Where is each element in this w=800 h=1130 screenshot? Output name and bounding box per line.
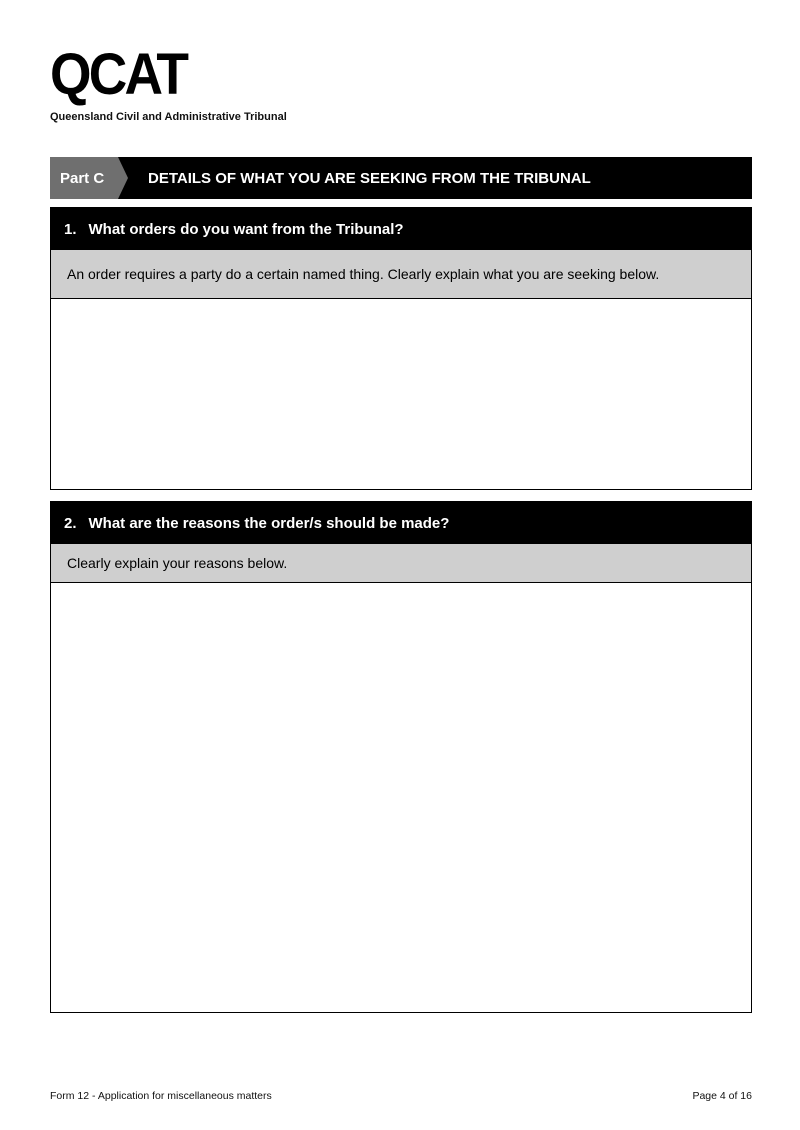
section-instruction	[51, 544, 751, 583]
section-number: 1.	[64, 220, 77, 238]
section-title: What orders do you want from the Tribunal?	[88, 220, 404, 238]
part-tag: Part C	[50, 157, 118, 199]
footer-page-number: Page 4 of 16	[692, 1090, 752, 1102]
qcat-logo	[50, 42, 287, 123]
reasons-answer-field[interactable]	[51, 583, 751, 1012]
logo-text: QCAT	[50, 42, 187, 107]
organisation-name: Queensland Civil and Administrative Tribunal	[50, 111, 287, 123]
part-title: DETAILS OF WHAT YOU ARE SEEKING FROM THE TRIBUNAL	[148, 169, 591, 187]
section-number: 2.	[64, 514, 77, 532]
section-orders	[50, 207, 752, 490]
section-title: What are the reasons the order/s should be made?	[88, 514, 450, 532]
section-heading	[51, 502, 751, 544]
footer-form-name: Form 12 - Application for miscellaneous matters	[50, 1090, 272, 1102]
instruction-text: An order requires a party do a certain named thing. Clearly explain what you are seeking below.	[67, 266, 660, 282]
section-heading	[51, 208, 751, 250]
section-instruction	[51, 250, 751, 299]
instruction-text: Clearly explain your reasons below.	[67, 555, 288, 571]
section-reasons	[50, 501, 752, 1013]
orders-answer-field[interactable]	[51, 299, 751, 489]
part-heading	[50, 157, 752, 199]
